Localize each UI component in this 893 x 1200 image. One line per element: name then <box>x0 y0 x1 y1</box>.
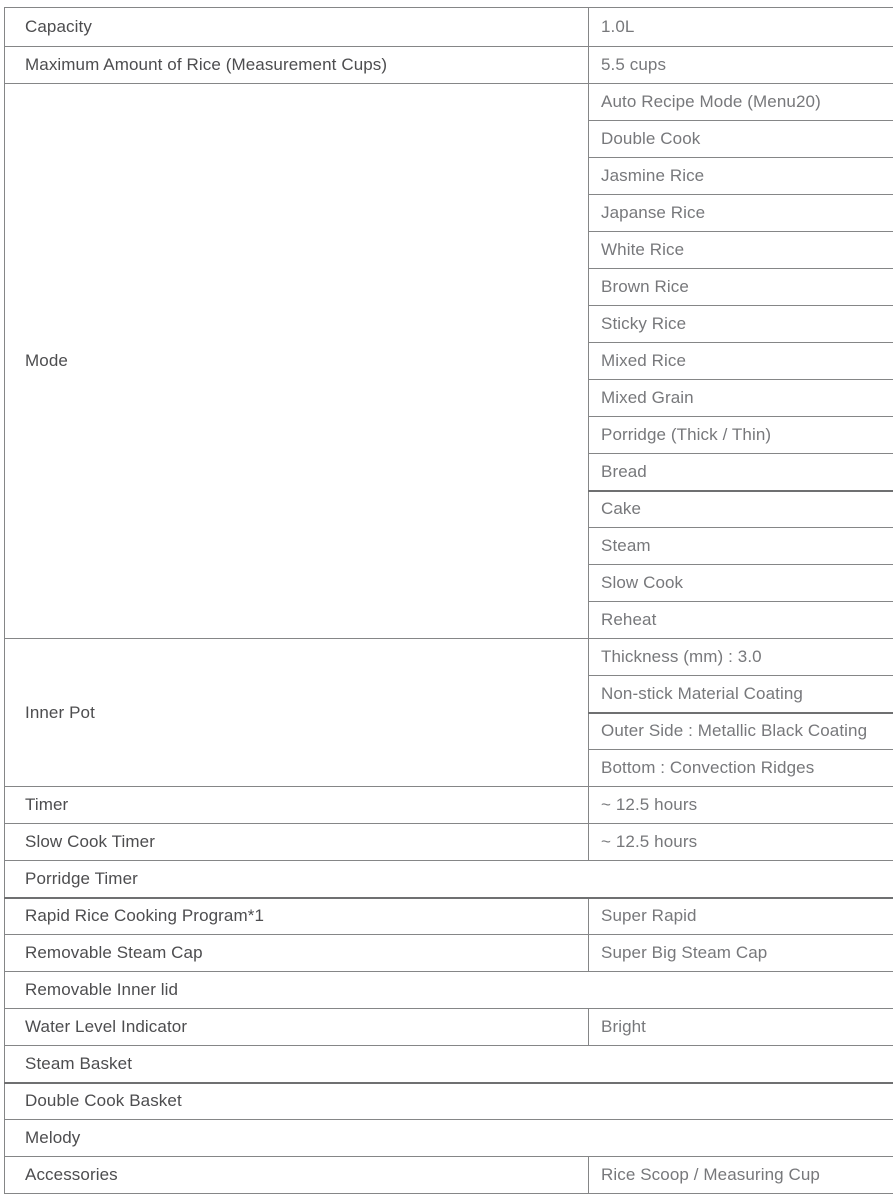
mode-value-brown-rice: Brown Rice <box>589 269 893 306</box>
mode-value-porridge: Porridge (Thick / Thin) <box>589 417 893 454</box>
label-slow-cook-timer: Slow Cook Timer <box>5 824 589 861</box>
value-accessories: Rice Scoop / Measuring Cup <box>589 1157 893 1194</box>
row-inner-pot-0 <box>5 639 893 676</box>
label-rapid-rice-program: Rapid Rice Cooking Program*1 <box>5 898 589 935</box>
mode-value-jasmine-rice: Jasmine Rice <box>589 158 893 195</box>
inner-pot-value-bottom: Bottom : Convection Ridges <box>589 750 893 787</box>
row-max-rice <box>5 47 893 84</box>
inner-pot-value-non-stick: Non-stick Material Coating <box>589 676 893 713</box>
label-timer: Timer <box>5 787 589 824</box>
mode-value-cake: Cake <box>589 491 893 528</box>
mode-value-sticky-rice: Sticky Rice <box>589 306 893 343</box>
row-water-level <box>5 1009 893 1046</box>
row-slow-cook-timer <box>5 824 893 861</box>
row-removable-inner-lid <box>5 972 893 1009</box>
label-removable-inner-lid: Removable Inner lid <box>5 972 893 1009</box>
mode-value-steam: Steam <box>589 528 893 565</box>
mode-value-mixed-grain: Mixed Grain <box>589 380 893 417</box>
label-removable-steam-cap: Removable Steam Cap <box>5 935 589 972</box>
label-accessories: Accessories <box>5 1157 589 1194</box>
label-steam-basket: Steam Basket <box>5 1046 893 1083</box>
label-melody: Melody <box>5 1120 893 1157</box>
value-water-level: Bright <box>589 1009 893 1046</box>
label-water-level: Water Level Indicator <box>5 1009 589 1046</box>
spec-table-wrapper <box>4 7 893 1194</box>
mode-value-japanse-rice: Japanse Rice <box>589 195 893 232</box>
row-capacity <box>5 8 893 47</box>
value-slow-cook-timer: ~ 12.5 hours <box>589 824 893 861</box>
row-timer <box>5 787 893 824</box>
row-rapid-rice-program <box>5 898 893 935</box>
value-timer: ~ 12.5 hours <box>589 787 893 824</box>
value-capacity: 1.0L <box>589 8 893 47</box>
spec-table <box>4 7 893 1194</box>
value-rapid-rice-program: Super Rapid <box>589 898 893 935</box>
label-capacity: Capacity <box>5 8 589 47</box>
value-removable-steam-cap: Super Big Steam Cap <box>589 935 893 972</box>
row-removable-steam-cap <box>5 935 893 972</box>
row-accessories <box>5 1157 893 1194</box>
mode-value-double-cook: Double Cook <box>589 121 893 158</box>
mode-value-reheat: Reheat <box>589 602 893 639</box>
mode-value-mixed-rice: Mixed Rice <box>589 343 893 380</box>
row-double-cook-basket <box>5 1083 893 1120</box>
label-porridge-timer: Porridge Timer <box>5 861 893 898</box>
inner-pot-value-outer-side: Outer Side : Metallic Black Coating <box>589 713 893 750</box>
label-max-rice: Maximum Amount of Rice (Measurement Cups) <box>5 47 589 84</box>
row-mode-0 <box>5 84 893 121</box>
row-porridge-timer <box>5 861 893 898</box>
row-melody <box>5 1120 893 1157</box>
mode-value-white-rice: White Rice <box>589 232 893 269</box>
mode-value-auto-recipe: Auto Recipe Mode (Menu20) <box>589 84 893 121</box>
inner-pot-value-thickness: Thickness (mm) : 3.0 <box>589 639 893 676</box>
value-max-rice: 5.5 cups <box>589 47 893 84</box>
label-inner-pot: Inner Pot <box>5 639 589 787</box>
label-double-cook-basket: Double Cook Basket <box>5 1083 893 1120</box>
mode-value-slow-cook: Slow Cook <box>589 565 893 602</box>
label-mode: Mode <box>5 84 589 639</box>
row-steam-basket <box>5 1046 893 1083</box>
mode-value-bread: Bread <box>589 454 893 491</box>
